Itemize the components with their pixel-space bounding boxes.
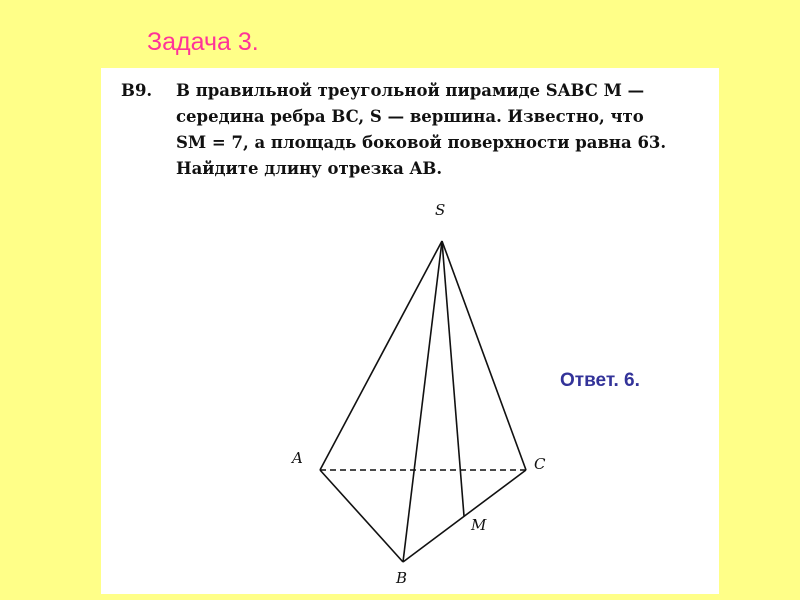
edge-sb <box>403 241 442 562</box>
problem-number: B9. <box>121 81 153 100</box>
problem-panel <box>101 68 719 594</box>
problem-line-4: Найдите длину отрезка AB. <box>176 159 443 178</box>
answer-text: Ответ. 6. <box>560 370 640 391</box>
segment-sm <box>442 241 464 516</box>
edge-sc <box>442 241 526 470</box>
problem-line-3: SM = 7, а площадь боковой поверхности равна 63. <box>176 133 667 152</box>
vertex-label-b: B <box>396 569 408 587</box>
pyramid-diagram <box>101 68 719 594</box>
slide-title: Задача 3. <box>147 28 259 56</box>
vertex-label-a: A <box>292 449 303 467</box>
edge-sa <box>320 241 442 470</box>
vertex-label-m: M <box>471 516 487 534</box>
problem-line-2: середина ребра BC, S — вершина. Известно, что <box>176 107 644 126</box>
vertex-label-c: C <box>534 455 546 473</box>
problem-line-1: В правильной треугольной пирамиде SABC M — <box>176 81 645 100</box>
edge-ab <box>320 470 403 562</box>
vertex-label-s: S <box>435 201 446 219</box>
edge-bc <box>403 470 526 562</box>
